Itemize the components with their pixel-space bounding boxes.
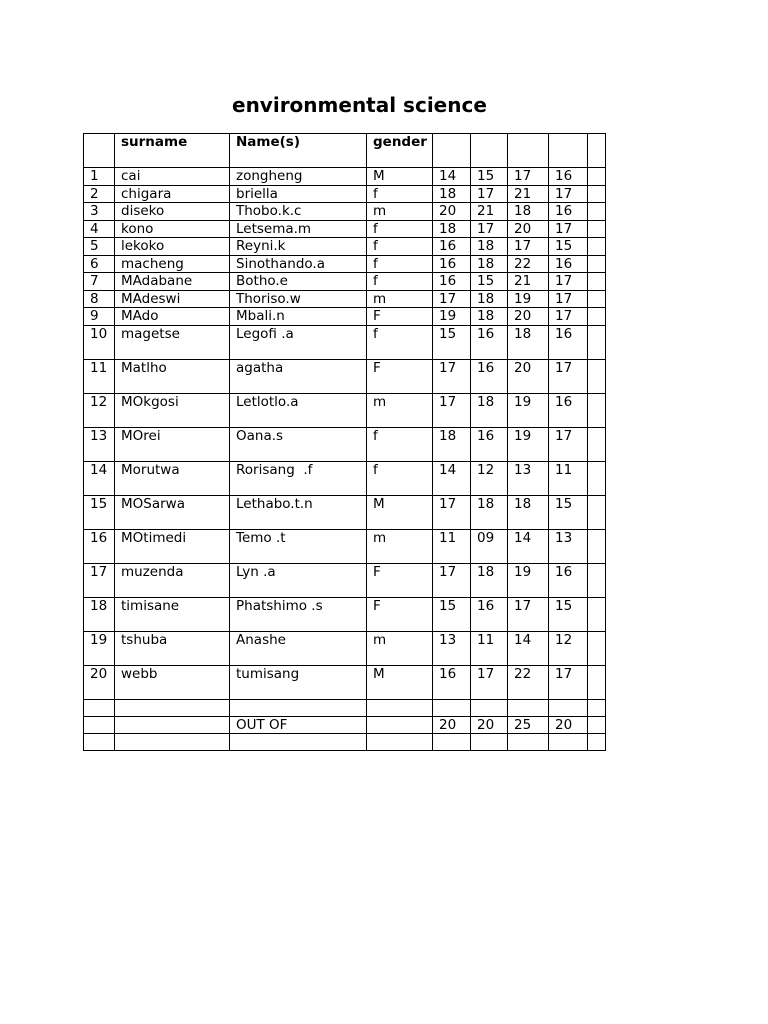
row-name: Mbali.n [230, 308, 367, 326]
row-score-4: 17 [549, 665, 588, 699]
header-cell-score-1 [433, 134, 471, 168]
row-score-4: 15 [549, 597, 588, 631]
row-score-4: 15 [549, 238, 588, 256]
out-of-score-3: 25 [508, 716, 549, 734]
row-score-1: 17 [433, 495, 471, 529]
table-row [84, 393, 606, 427]
row-extra [588, 631, 606, 665]
out-of-score-2: 20 [471, 716, 508, 734]
row-surname: macheng [115, 255, 230, 273]
row-extra [588, 185, 606, 203]
row-name: Sinothando.a [230, 255, 367, 273]
row-gender: F [367, 597, 433, 631]
empty-cell [367, 699, 433, 716]
row-extra [588, 597, 606, 631]
row-gender: m [367, 529, 433, 563]
empty-row [84, 734, 606, 751]
row-name: Letlotlo.a [230, 393, 367, 427]
header-cell-surname: surname [115, 134, 230, 168]
document-title: environmental science [232, 93, 487, 117]
row-surname: timisane [115, 597, 230, 631]
out-of-score-4: 20 [549, 716, 588, 734]
empty-cell [433, 699, 471, 716]
row-score-1: 17 [433, 563, 471, 597]
row-surname: MOkgosi [115, 393, 230, 427]
row-score-2: 21 [471, 203, 508, 221]
row-score-2: 15 [471, 168, 508, 186]
empty-cell [115, 734, 230, 751]
row-name: briella [230, 185, 367, 203]
empty-cell [508, 734, 549, 751]
row-score-3: 18 [508, 495, 549, 529]
row-score-4: 16 [549, 325, 588, 359]
row-score-3: 18 [508, 325, 549, 359]
table-row [84, 359, 606, 393]
row-extra [588, 273, 606, 291]
row-name: Thobo.k.c [230, 203, 367, 221]
row-score-1: 19 [433, 308, 471, 326]
row-score-2: 18 [471, 495, 508, 529]
row-surname: lekoko [115, 238, 230, 256]
row-surname: MOSarwa [115, 495, 230, 529]
row-score-4: 11 [549, 461, 588, 495]
row-name: zongheng [230, 168, 367, 186]
row-extra [588, 529, 606, 563]
row-score-2: 16 [471, 359, 508, 393]
row-surname: tshuba [115, 631, 230, 665]
row-number: 9 [84, 308, 115, 326]
row-extra [588, 238, 606, 256]
row-extra [588, 563, 606, 597]
row-number: 5 [84, 238, 115, 256]
table-row [84, 185, 606, 203]
row-extra [588, 255, 606, 273]
row-score-3: 21 [508, 185, 549, 203]
out-of-row [84, 716, 606, 734]
empty-cell [588, 734, 606, 751]
out-of-label: OUT OF [230, 716, 367, 734]
row-score-4: 16 [549, 563, 588, 597]
row-surname: MOtimedi [115, 529, 230, 563]
row-score-4: 17 [549, 359, 588, 393]
row-score-2: 18 [471, 393, 508, 427]
row-surname: webb [115, 665, 230, 699]
row-number: 4 [84, 220, 115, 238]
row-extra [588, 359, 606, 393]
row-extra [588, 665, 606, 699]
empty-cell [549, 699, 588, 716]
row-score-3: 17 [508, 238, 549, 256]
row-score-4: 16 [549, 393, 588, 427]
row-extra [588, 461, 606, 495]
row-extra [588, 495, 606, 529]
row-score-1: 17 [433, 290, 471, 308]
row-score-3: 20 [508, 359, 549, 393]
row-surname: magetse [115, 325, 230, 359]
row-score-2: 16 [471, 597, 508, 631]
row-score-4: 16 [549, 168, 588, 186]
table-row [84, 563, 606, 597]
row-name: Rorisang .f [230, 461, 367, 495]
table-row [84, 427, 606, 461]
row-surname: Morutwa [115, 461, 230, 495]
header-cell-gender: gender [367, 134, 433, 168]
row-number: 20 [84, 665, 115, 699]
row-gender: f [367, 461, 433, 495]
row-number: 7 [84, 273, 115, 291]
row-score-2: 12 [471, 461, 508, 495]
row-score-4: 16 [549, 203, 588, 221]
row-number: 1 [84, 168, 115, 186]
empty-cell [115, 699, 230, 716]
empty-cell [549, 734, 588, 751]
header-cell-score-3 [508, 134, 549, 168]
table-row [84, 631, 606, 665]
row-score-3: 18 [508, 203, 549, 221]
row-number: 12 [84, 393, 115, 427]
row-score-2: 18 [471, 563, 508, 597]
row-score-4: 12 [549, 631, 588, 665]
row-name: Oana.s [230, 427, 367, 461]
row-surname: MAdabane [115, 273, 230, 291]
row-surname: cai [115, 168, 230, 186]
row-extra [588, 393, 606, 427]
row-score-4: 17 [549, 273, 588, 291]
row-score-1: 16 [433, 665, 471, 699]
row-score-4: 17 [549, 290, 588, 308]
empty-cell [433, 734, 471, 751]
row-extra [588, 220, 606, 238]
row-number: 18 [84, 597, 115, 631]
empty-cell [588, 716, 606, 734]
row-score-3: 19 [508, 427, 549, 461]
row-gender: f [367, 325, 433, 359]
row-number: 6 [84, 255, 115, 273]
empty-cell [84, 699, 115, 716]
table-row [84, 597, 606, 631]
row-surname: MAdeswi [115, 290, 230, 308]
row-gender: F [367, 308, 433, 326]
row-score-2: 18 [471, 308, 508, 326]
row-score-4: 13 [549, 529, 588, 563]
row-score-1: 16 [433, 255, 471, 273]
empty-cell [588, 699, 606, 716]
row-number: 10 [84, 325, 115, 359]
table-row [84, 461, 606, 495]
table-body [84, 168, 606, 751]
row-number: 17 [84, 563, 115, 597]
row-score-4: 17 [549, 185, 588, 203]
row-score-1: 14 [433, 168, 471, 186]
row-score-1: 16 [433, 238, 471, 256]
row-name: Phatshimo .s [230, 597, 367, 631]
row-score-4: 16 [549, 255, 588, 273]
row-extra [588, 308, 606, 326]
row-score-3: 13 [508, 461, 549, 495]
row-gender: m [367, 203, 433, 221]
row-name: Lethabo.t.n [230, 495, 367, 529]
row-number: 13 [84, 427, 115, 461]
row-score-1: 17 [433, 359, 471, 393]
row-surname: Matlho [115, 359, 230, 393]
row-gender: f [367, 273, 433, 291]
out-of-score-1: 20 [433, 716, 471, 734]
row-score-2: 11 [471, 631, 508, 665]
table-header-row [84, 134, 606, 168]
row-score-2: 15 [471, 273, 508, 291]
row-score-3: 17 [508, 168, 549, 186]
table-row [84, 529, 606, 563]
row-name: tumisang [230, 665, 367, 699]
header-cell-names: Name(s) [230, 134, 367, 168]
header-cell-score-2 [471, 134, 508, 168]
row-score-2: 09 [471, 529, 508, 563]
table-row [84, 290, 606, 308]
empty-cell [471, 734, 508, 751]
row-score-2: 18 [471, 255, 508, 273]
row-score-3: 14 [508, 631, 549, 665]
header-cell-extra [588, 134, 606, 168]
row-number: 11 [84, 359, 115, 393]
empty-cell [471, 699, 508, 716]
empty-cell [230, 734, 367, 751]
row-score-1: 15 [433, 597, 471, 631]
row-score-1: 20 [433, 203, 471, 221]
empty-cell [115, 716, 230, 734]
row-surname: diseko [115, 203, 230, 221]
row-score-1: 18 [433, 220, 471, 238]
row-gender: m [367, 393, 433, 427]
row-score-3: 21 [508, 273, 549, 291]
row-gender: f [367, 238, 433, 256]
row-gender: F [367, 359, 433, 393]
row-name: Reyni.k [230, 238, 367, 256]
row-gender: F [367, 563, 433, 597]
row-surname: kono [115, 220, 230, 238]
row-score-2: 17 [471, 665, 508, 699]
row-gender: M [367, 495, 433, 529]
table-row [84, 308, 606, 326]
row-number: 8 [84, 290, 115, 308]
row-score-1: 11 [433, 529, 471, 563]
row-score-4: 17 [549, 220, 588, 238]
row-score-4: 17 [549, 427, 588, 461]
row-score-4: 17 [549, 308, 588, 326]
row-extra [588, 203, 606, 221]
row-number: 15 [84, 495, 115, 529]
row-score-1: 15 [433, 325, 471, 359]
row-surname: muzenda [115, 563, 230, 597]
empty-row [84, 699, 606, 716]
row-score-2: 18 [471, 238, 508, 256]
table-row [84, 238, 606, 256]
table-row [84, 495, 606, 529]
row-score-2: 16 [471, 325, 508, 359]
row-score-1: 18 [433, 185, 471, 203]
table-row [84, 168, 606, 186]
table-row [84, 325, 606, 359]
row-score-2: 17 [471, 220, 508, 238]
row-extra [588, 325, 606, 359]
row-score-3: 20 [508, 220, 549, 238]
row-name: Letsema.m [230, 220, 367, 238]
row-name: Thoriso.w [230, 290, 367, 308]
row-gender: m [367, 631, 433, 665]
row-number: 14 [84, 461, 115, 495]
row-gender: f [367, 255, 433, 273]
empty-cell [84, 734, 115, 751]
row-gender: f [367, 185, 433, 203]
row-surname: MOrei [115, 427, 230, 461]
empty-cell [367, 716, 433, 734]
row-score-3: 20 [508, 308, 549, 326]
row-number: 2 [84, 185, 115, 203]
row-score-3: 19 [508, 290, 549, 308]
row-name: Botho.e [230, 273, 367, 291]
row-extra [588, 168, 606, 186]
row-name: Temo .t [230, 529, 367, 563]
row-extra [588, 290, 606, 308]
row-gender: M [367, 665, 433, 699]
row-score-1: 14 [433, 461, 471, 495]
table-row [84, 255, 606, 273]
empty-cell [508, 699, 549, 716]
row-number: 3 [84, 203, 115, 221]
row-score-4: 15 [549, 495, 588, 529]
header-cell-number [84, 134, 115, 168]
row-gender: m [367, 290, 433, 308]
marks-table [83, 133, 606, 751]
row-score-3: 14 [508, 529, 549, 563]
row-score-2: 17 [471, 185, 508, 203]
row-gender: M [367, 168, 433, 186]
row-score-3: 22 [508, 255, 549, 273]
row-surname: chigara [115, 185, 230, 203]
row-name: agatha [230, 359, 367, 393]
empty-cell [367, 734, 433, 751]
row-name: Lyn .a [230, 563, 367, 597]
table-row [84, 220, 606, 238]
table-row [84, 665, 606, 699]
row-extra [588, 427, 606, 461]
row-score-1: 16 [433, 273, 471, 291]
row-number: 16 [84, 529, 115, 563]
row-gender: f [367, 220, 433, 238]
header-cell-score-4 [549, 134, 588, 168]
row-score-1: 13 [433, 631, 471, 665]
row-score-2: 16 [471, 427, 508, 461]
empty-cell [84, 716, 115, 734]
row-gender: f [367, 427, 433, 461]
empty-cell [230, 699, 367, 716]
row-surname: MAdo [115, 308, 230, 326]
row-score-3: 19 [508, 393, 549, 427]
row-score-3: 22 [508, 665, 549, 699]
row-score-1: 18 [433, 427, 471, 461]
row-name: Anashe [230, 631, 367, 665]
row-name: Legofi .a [230, 325, 367, 359]
row-score-3: 19 [508, 563, 549, 597]
row-score-2: 18 [471, 290, 508, 308]
table-row [84, 273, 606, 291]
row-score-3: 17 [508, 597, 549, 631]
table-row [84, 203, 606, 221]
row-number: 19 [84, 631, 115, 665]
row-score-1: 17 [433, 393, 471, 427]
